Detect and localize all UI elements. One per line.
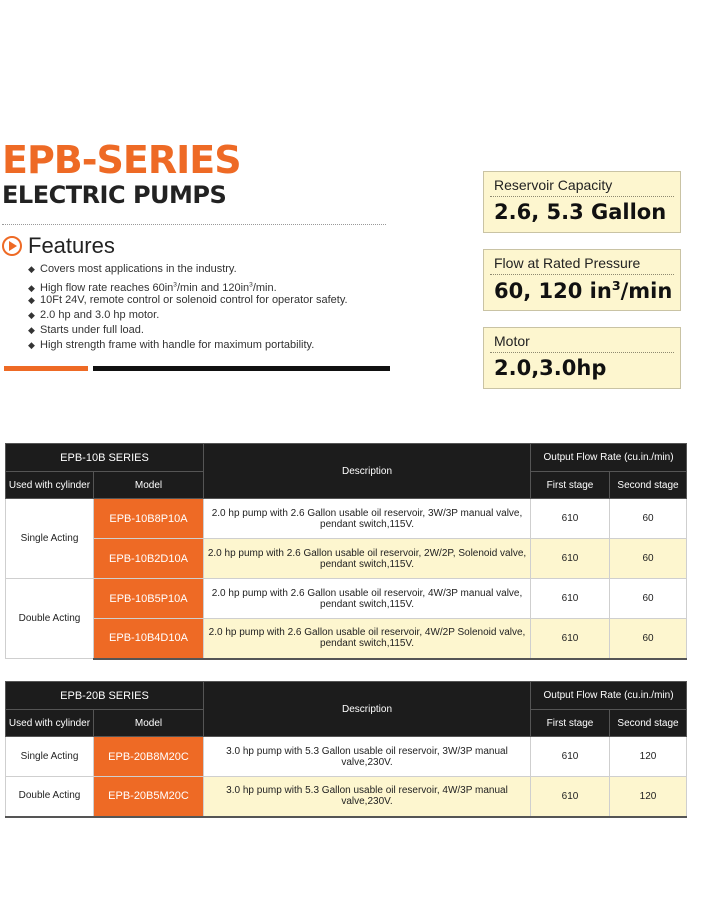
first-stage-cell: 610	[531, 499, 610, 539]
diamond-bullet-icon: ◆	[28, 340, 35, 351]
epb-10b-table	[5, 443, 687, 660]
second-stage-cell: 60	[610, 499, 687, 539]
series-header: EPB-20B SERIES	[6, 682, 204, 710]
feature-text: 10Ft 24V, remote control or solenoid control for operator safety.	[40, 293, 348, 306]
used-with-header: Used with cylinder	[6, 472, 94, 499]
feature-list	[28, 262, 348, 354]
feature-text: 2.0 hp and 3.0 hp motor.	[40, 308, 160, 321]
model-header: Model	[94, 710, 204, 737]
cylinder-type: Single Acting	[6, 499, 94, 579]
table-row	[6, 619, 687, 659]
used-with-header: Used with cylinder	[6, 710, 94, 737]
feature-text: Covers most applications in the industry.	[40, 263, 237, 275]
first-stage-cell: 610	[531, 777, 610, 817]
series-title: EPB-SERIES	[2, 138, 241, 182]
diamond-bullet-icon: ◆	[28, 282, 35, 293]
spec-value-flow: 60, 120 $in^3/\min$	[494, 278, 673, 303]
model-header: Model	[94, 472, 204, 499]
description-cell: 2.0 hp pump with 2.6 Gallon usable oil reservoir, 4W/2P Solenoid valve, pendant switch,115V.	[204, 619, 531, 659]
output-flow-header: Output Flow Rate (cu.in./min)	[531, 682, 687, 710]
spec-box-motor	[483, 327, 681, 389]
table-row	[6, 777, 687, 817]
description-cell: 3.0 hp pump with 5.3 Gallon usable oil reservoir, 3W/3P manual valve,230V.	[204, 737, 531, 777]
model-cell: EPB-10B5P10A	[94, 579, 204, 619]
feature-item	[28, 277, 348, 292]
second-stage-cell: 60	[610, 539, 687, 579]
table-row	[6, 737, 687, 777]
spec-box-reservoir	[483, 171, 681, 233]
table-row	[6, 579, 687, 619]
first-stage-cell: 610	[531, 579, 610, 619]
feature-item	[28, 262, 348, 277]
series-subtitle: ELECTRIC PUMPS	[2, 181, 227, 209]
model-cell: EPB-10B4D10A	[94, 619, 204, 659]
feature-text: Starts under full load.	[40, 324, 144, 337]
first-stage-cell: 610	[531, 619, 610, 659]
model-cell: EPB-10B2D10A	[94, 539, 204, 579]
description-cell: 2.0 hp pump with 2.6 Gallon usable oil reservoir, 3W/3P manual valve, pendant switch,115V.	[204, 499, 531, 539]
description-cell: 3.0 hp pump with 5.3 Gallon usable oil reservoir, 4W/3P manual valve,230V.	[204, 777, 531, 817]
feature-item	[28, 293, 348, 308]
spec-box-flow	[483, 249, 681, 311]
feature-text: High flow rate reaches $60in^3/\min$ and $120in^3/\min$.	[40, 281, 277, 294]
cylinder-type: Double Acting	[6, 777, 94, 817]
accent-bar-black	[93, 366, 390, 371]
spec-label: Motor	[494, 333, 530, 349]
feature-item	[28, 338, 348, 353]
features-label: Features	[28, 233, 115, 258]
second-stage-header: Second stage	[610, 710, 687, 737]
first-stage-cell: 610	[531, 539, 610, 579]
diamond-bullet-icon: ◆	[28, 309, 35, 320]
table-row	[6, 539, 687, 579]
model-cell: EPB-10B8P10A	[94, 499, 204, 539]
epb-20b-table	[5, 681, 687, 818]
description-cell: 2.0 hp pump with 2.6 Gallon usable oil reservoir, 2W/2P, Solenoid valve, pendant switch,115V.	[204, 539, 531, 579]
first-stage-cell: 610	[531, 737, 610, 777]
dotted-divider	[2, 224, 386, 225]
diamond-bullet-icon: ◆	[28, 325, 35, 336]
second-stage-cell: 60	[610, 579, 687, 619]
first-stage-header: First stage	[531, 710, 610, 737]
table-row	[6, 499, 687, 539]
cylinder-type: Double Acting	[6, 579, 94, 659]
second-stage-cell: 120	[610, 777, 687, 817]
diamond-bullet-icon: ◆	[28, 264, 35, 274]
diamond-bullet-icon: ◆	[28, 294, 35, 305]
feature-text: High strength frame with handle for maximum portability.	[40, 339, 315, 352]
spec-value: 2.0,3.0hp	[494, 356, 607, 380]
model-cell: EPB-20B5M20C	[94, 777, 204, 817]
first-stage-header: First stage	[531, 472, 610, 499]
description-cell: 2.0 hp pump with 2.6 Gallon usable oil reservoir, 4W/3P manual valve, pendant switch,115V.	[204, 579, 531, 619]
spec-label: Reservoir Capacity	[494, 177, 613, 193]
second-stage-cell: 60	[610, 619, 687, 659]
feature-item	[28, 323, 348, 338]
model-cell: EPB-20B8M20C	[94, 737, 204, 777]
spec-value: 2.6, 5.3 Gallon	[494, 200, 667, 224]
second-stage-header: Second stage	[610, 472, 687, 499]
series-header: EPB-10B SERIES	[6, 444, 204, 472]
features-heading	[2, 233, 115, 259]
output-flow-header: Output Flow Rate (cu.in./min)	[531, 444, 687, 472]
description-header: Description	[204, 682, 531, 737]
description-header: Description	[204, 444, 531, 499]
feature-item	[28, 308, 348, 323]
spec-label: Flow at Rated Pressure	[494, 255, 641, 271]
accent-bar-orange	[4, 366, 88, 371]
second-stage-cell: 120	[610, 737, 687, 777]
cylinder-type: Single Acting	[6, 737, 94, 777]
play-circle-icon	[2, 236, 22, 256]
